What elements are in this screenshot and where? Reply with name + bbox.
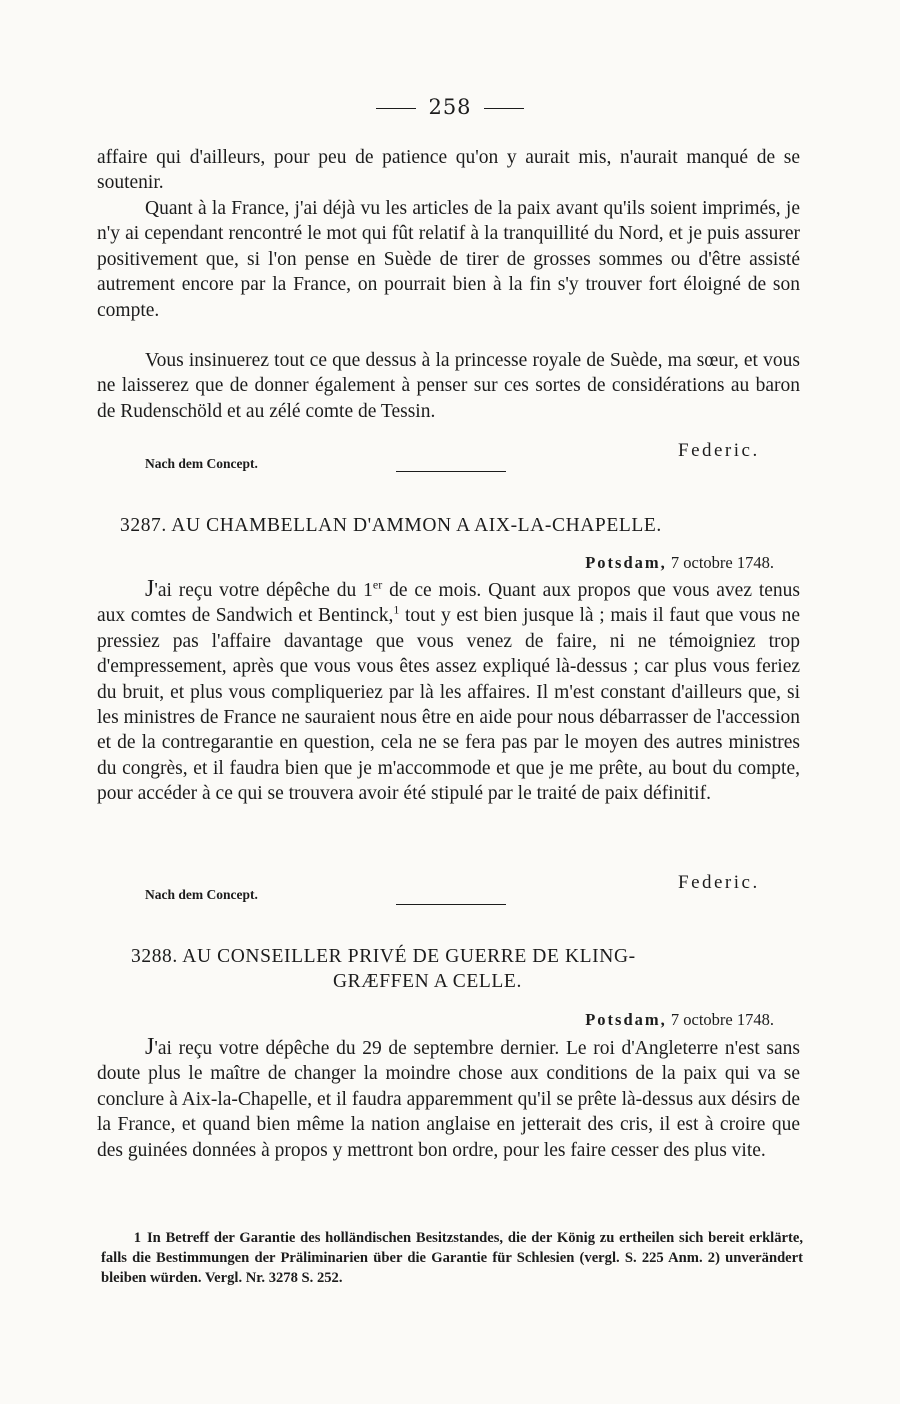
letter-body-mid: de ce mois. Quant aux propos que vous avez tenus aux comtes de Sandwich et Bentinck, <box>97 580 801 627</box>
letter-title: 3287. AU CHAMBELLAN D'AMMON A AIX-LA-CHAPELLE. <box>120 515 662 536</box>
letter-place: Potsdam, <box>585 1010 667 1029</box>
header-dash-left <box>376 108 416 109</box>
separator-rule <box>396 904 506 905</box>
letter-body-start: 'ai reçu votre dépêche du 1 <box>154 580 373 601</box>
letter-dateline <box>585 553 774 573</box>
letter-body <box>97 577 800 807</box>
letter-body <box>97 1035 800 1163</box>
signature: Federic. <box>678 440 760 461</box>
letter-title-line-1: 3288. AU CONSEILLER PRIVÉ DE GUERRE DE KLING- <box>131 946 636 967</box>
footnote <box>101 1228 803 1288</box>
drop-cap: J <box>145 1034 155 1060</box>
header-dash-right <box>484 108 524 109</box>
separator-rule <box>396 471 506 472</box>
page-number: 258 <box>428 95 472 119</box>
letter-title-line-2: GRÆFFEN A CELLE. <box>333 971 522 992</box>
page-header <box>0 95 900 119</box>
footnote-reference: 1 <box>393 602 400 617</box>
letter-body-text: 'ai reçu votre dépêche du 29 de septembre dernier. Le roi d'Angleterre n'est sans doute plus le maître de changer la moindre chose aux conditions de la paix qui va se conclure à Aix-la-Chapelle, et il faudra apparemment qu'il se prête là-dessus aux désirs de la France, et quand bien même la nation anglaise en jetterait des cris, il est à croire que des guinées données à propos y mettront bon ordre, pour les faire cesser des plus vite. <box>97 1038 800 1161</box>
footnote-marker: 1 <box>133 1230 141 1246</box>
letter-body-end: tout y est bien jusque là ; mais il faut que vous ne pressiez pas l'affaire davantage que vous venez de faire, ni ne témoigniez trop d'empressement, après que vous vous êtes assez expliqué là-dessus ; car plus vous feriez du bruit, et plus vous compliqueriez par là les affaires. Il m'est constant d'ailleurs que, si les ministres de France ne sauraient nous être en aide pour nous débarrasser de l'accession et de la contregarantie en question, cela ne se fera pas par le moyen des autres ministres du congrès, et il faudra bien que je m'accommode et que je me prête, au bout du compte, pour accéder à ce qui se trouvera avoir été stipulé par le traité de paix définitif. <box>97 605 800 805</box>
drop-cap: J <box>145 576 155 602</box>
source-note: Nach dem Concept. <box>145 456 258 471</box>
letter-date: 7 octobre 1748. <box>670 553 774 572</box>
intro-paragraph-3: Vous insinuerez tout ce que dessus à la princesse royale de Suède, ma sœur, et vous ne laisserez que de donner également à penser sur ces sortes de considérations au baron de Rudenschöld et au zélé comte de Tessin. <box>97 350 800 422</box>
source-note: Nach dem Concept. <box>145 887 258 902</box>
signature: Federic. <box>678 872 760 893</box>
intro-paragraph-2: Quant à la France, j'ai déjà vu les articles de la paix avant qu'ils soient imprimés, je n'y ai cependant rencontré le mot qui fût relatif à la tranquillité du Nord, et je puis assurer positivement que, si l'on pense en Suède de tirer de grosses sommes ou d'être assisté autrement encore par la France, on pourrait bien à la fin s'y trouver fort éloigné de son compte. <box>97 198 800 321</box>
footnote-text: In Betreff der Garantie des holländischen Besitzstandes, die der König zu ertheilen sich bereit erklärte, falls die Bestimmungen der Präliminarien über die Garantie für Schlesien (vergl. S. 225 Anm. 2) unverändert bleiben würden. Vergl. Nr. 3278 S. 252. <box>101 1230 803 1286</box>
superscript-er: er <box>372 577 383 592</box>
letter-dateline <box>585 1010 774 1030</box>
letter-date: 7 octobre 1748. <box>670 1010 774 1029</box>
letter-place: Potsdam, <box>585 553 667 572</box>
intro-paragraph-1: affaire qui d'ailleurs, pour peu de patience qu'on y aurait mis, n'aurait manqué de se soutenir. <box>97 147 800 194</box>
